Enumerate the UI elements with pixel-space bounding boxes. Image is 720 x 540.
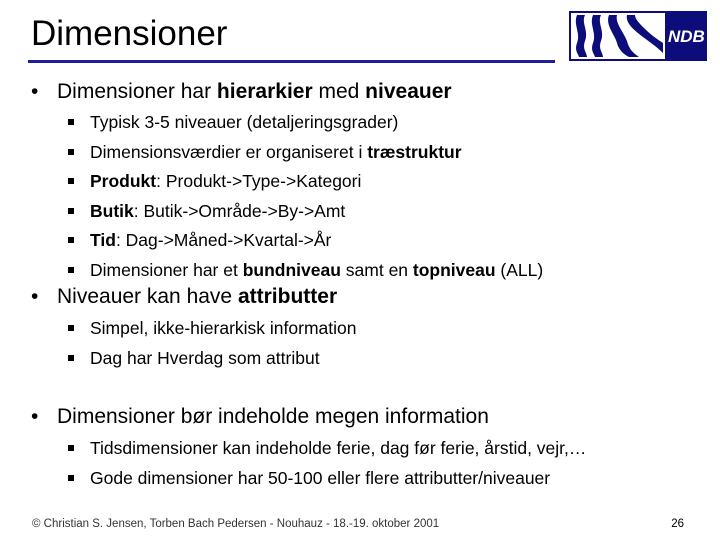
bold-text: hierarkier (216, 80, 313, 103)
text-run: Simpel, ikke-hierarkisk information (90, 318, 357, 338)
bullet-dot-icon: • (31, 285, 39, 308)
sub-bullet-text (90, 199, 345, 223)
sub-bullet-text (90, 346, 320, 370)
bold-text: Tid (90, 230, 116, 251)
text-run: Dimensioner bør indeholde megen information (57, 405, 489, 428)
bold-text: attributter (237, 285, 338, 308)
bullet-dot-icon: • (31, 405, 39, 428)
square-bullet-icon (68, 325, 74, 331)
title-underline (28, 60, 555, 63)
square-bullet-icon (68, 475, 74, 481)
bullet-item (31, 78, 452, 106)
text-run: : Butik->Område->By->Amt (133, 200, 346, 221)
bullet-dot-icon: • (31, 80, 39, 103)
text-run: samt en (340, 260, 413, 280)
text-run: Dimensionsværdier er organiseret i (90, 141, 368, 162)
square-bullet-icon (68, 267, 74, 273)
square-bullet-icon (68, 445, 74, 451)
sub-bullet-text (90, 140, 462, 164)
ndb-logo (569, 11, 707, 61)
text-run: Gode dimensioner har 50-100 eller flere attributter/niveauer (90, 467, 551, 488)
sub-bullet-text (90, 466, 550, 490)
sub-bullet-text (90, 110, 398, 134)
text-run: (ALL) (495, 260, 544, 280)
square-bullet-icon (68, 208, 74, 214)
square-bullet-icon (68, 178, 74, 184)
bold-text: Produkt (90, 171, 157, 192)
bold-text: Butik (90, 200, 134, 221)
text-run: Dimensioner har (57, 80, 217, 103)
slide-title: Dimensioner (31, 14, 228, 53)
bold-text: træstruktur (367, 141, 462, 162)
text-run: : Dag->Måned->Kvartal->År (115, 230, 332, 251)
text-run: Dag har Hverdag som attribut (90, 347, 320, 368)
sub-bullet-text (90, 169, 361, 193)
bold-text: topniveau (412, 260, 496, 280)
sub-bullet-text (90, 436, 586, 460)
text-run: : Produkt->Type->Kategori (156, 171, 362, 192)
sub-bullet-text (90, 228, 331, 252)
square-bullet-icon (68, 237, 74, 243)
square-bullet-icon (68, 119, 74, 125)
text-run: Typisk 3-5 niveauer (detaljeringsgrader) (90, 112, 399, 132)
text-run: med (312, 80, 366, 103)
text-run: Niveauer kan have (57, 285, 238, 308)
footer-copyright: © Christian S. Jensen, Torben Bach Pedersen - Nouhauz - 18.-19. oktober 2001 (32, 518, 440, 530)
bold-text: bundniveau (242, 260, 341, 280)
page-number: 26 (671, 518, 684, 530)
square-bullet-icon (68, 355, 74, 361)
text-run: Dimensioner har et (90, 260, 243, 280)
logo-text: NDB (668, 27, 705, 46)
bold-text: niveauer (365, 80, 452, 103)
sub-bullet-text (90, 258, 543, 282)
sub-bullet-text (90, 316, 356, 340)
text-run: Tidsdimensioner kan indeholde ferie, dag før ferie, årstid, vejr,… (90, 438, 587, 458)
square-bullet-icon (68, 149, 74, 155)
bullet-item (31, 283, 337, 311)
bullet-item (31, 403, 489, 431)
